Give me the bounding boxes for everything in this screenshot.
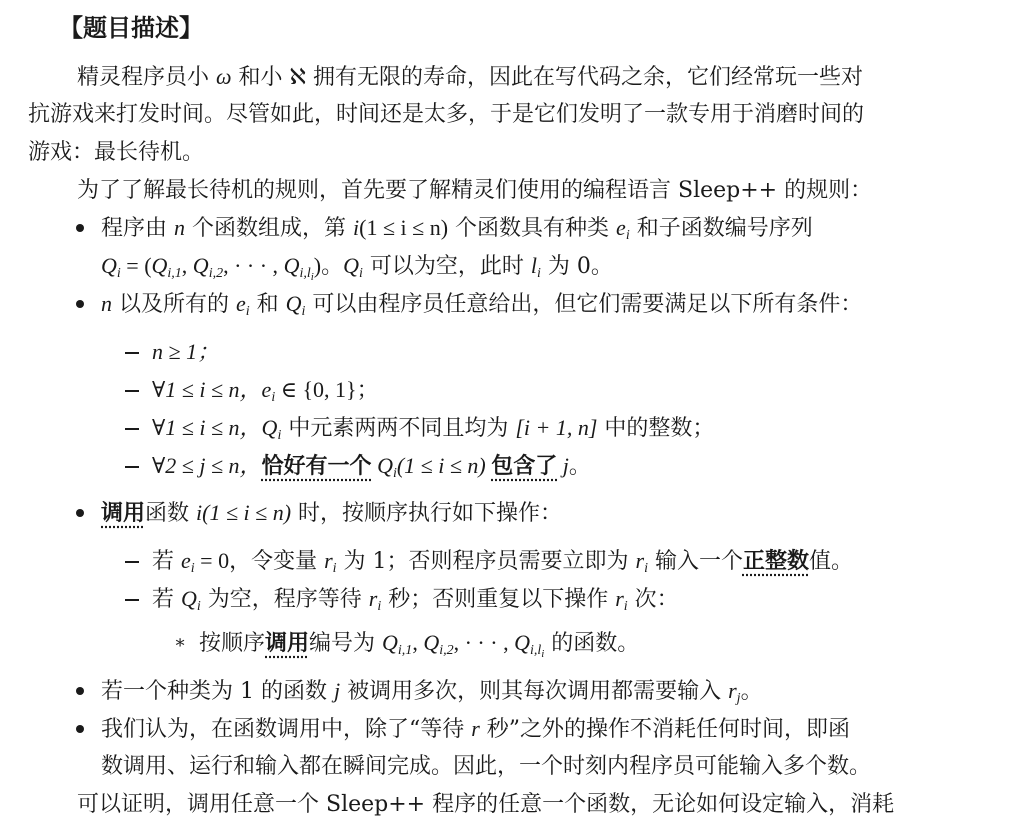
condition-1: n ≥ 1；	[152, 339, 220, 364]
star-marker: ∗	[174, 632, 187, 653]
section-title: 【题目描述】	[59, 14, 203, 42]
bullet-1-line-2: $Q_i = (Q_{i,1}$, $Q_{i,2}$, · · · , $Q_{i,l_i}$)。$Q_i$ 可以为空，此时 $l_i$ 为 0。	[101, 253, 613, 283]
bullet-4: 若一个种类为 1 的函数 j 被调用多次，则其每次调用都需要输入 $r_j$。	[101, 678, 763, 706]
step-1: 若 $e_i = 0$，令变量 $r_i$ 为 1；否则程序员需要立即为 $r_i$ 输入一个正整数值。	[152, 548, 853, 576]
rules-intro: 为了了解最长待机的规则，首先要了解精灵们使用的编程语言 Sleep++ 的规则：	[77, 178, 873, 203]
bullet-dot	[76, 300, 84, 308]
bullet-5-line-1: 我们认为，在函数调用中，除了“等待 r 秒”之外的操作不消耗任何时间，即函	[101, 716, 851, 742]
dash-marker	[125, 390, 139, 392]
intro-line-3: 游戏：最长待机。	[28, 140, 205, 165]
step-2: 若 $Q_i$ 为空，程序等待 $r_i$ 秒；否则重复以下操作 $r_i$ 次：	[152, 586, 679, 614]
condition-2: ∀1 ≤ i ≤ n，$e_i$ ∈ {0, 1}；	[152, 377, 379, 405]
bullet-3: 调用函数 i(1 ≤ i ≤ n) 时，按顺序执行如下操作：	[101, 500, 563, 526]
bullet-2: n 以及所有的 $e_i$ 和 $Q_i$ 可以由程序员任意给出，但它们需要满足以下所有条件：	[101, 291, 863, 319]
bullet-dot	[76, 509, 84, 517]
bullet-5-line-2: 数调用、运行和输入都在瞬间完成。因此，一个时刻内程序员可能输入多个数。	[101, 754, 872, 779]
bullet-dot	[76, 687, 84, 695]
dash-marker	[125, 352, 139, 354]
closing-line: 可以证明，调用任意一个 Sleep++ 程序的任意一个函数，无论如何设定输入，消耗	[77, 792, 895, 817]
intro-line-1: 精灵程序员小 ω 和小 ℵ 拥有无限的寿命，因此在写代码之余，它们经常玩一些对	[77, 64, 863, 90]
dash-marker	[125, 599, 139, 601]
bullet-dot	[76, 725, 84, 733]
bullet-1-line-1: 程序由 n 个函数组成，第 i(1 ≤ i ≤ n) 个函数具有种类 $e_i$ 和子函数编号序列	[101, 215, 813, 243]
dash-marker	[125, 428, 139, 430]
dash-marker	[125, 466, 139, 468]
sub-step: 按顺序调用编号为 $Q_{i,1}$, $Q_{i,2}$, · · · , $Q_{i,l_i}$ 的函数。	[199, 630, 640, 660]
intro-line-2: 抗游戏来打发时间。尽管如此，时间还是太多，于是它们发明了一款专用于消磨时间的	[28, 102, 865, 127]
condition-3: ∀1 ≤ i ≤ n，$Q_i$ 中元素两两不同且均为 [i + 1, n] 中的整数；	[152, 415, 715, 443]
dash-marker	[125, 561, 139, 563]
condition-4: ∀2 ≤ j ≤ n，恰好有一个 $Q_i(1 \le i \le n)$ 包含了 j。	[152, 453, 591, 481]
bullet-dot	[76, 224, 84, 232]
